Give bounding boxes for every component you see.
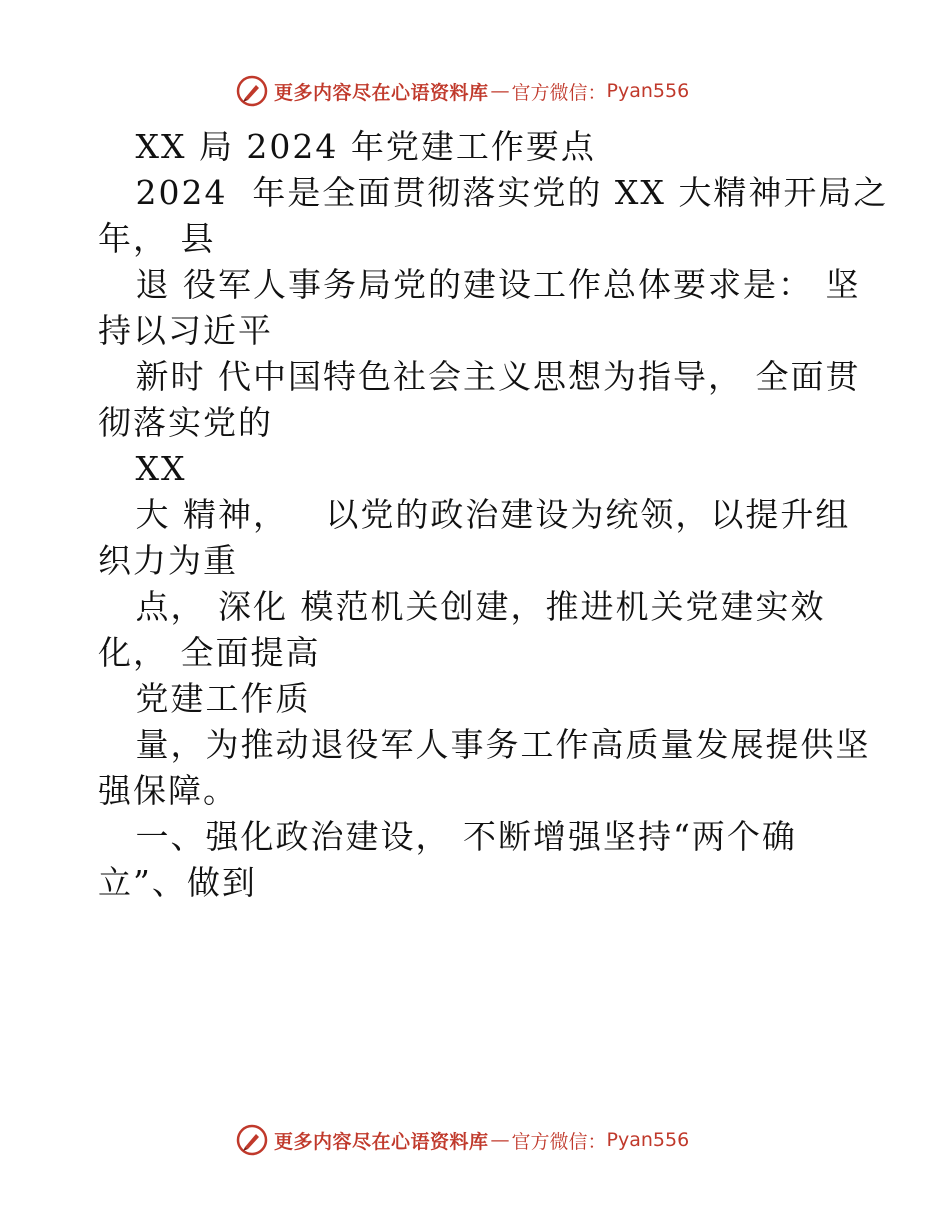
paragraph-line: 点， 深化 模范机关创建，推进机关党建实效: [98, 587, 826, 626]
paragraph-line: 持以习近平: [98, 311, 273, 350]
paragraph-line: 化， 全面提高: [98, 633, 321, 672]
paragraph-line: 量，为推动退役军人事务工作高质量发展提供坚: [98, 725, 871, 764]
watermark-wechat-id: Pyan556: [606, 80, 690, 102]
watermark-text: 更多内容尽在心语资料库: [274, 1130, 489, 1153]
pen-logo-icon: [236, 75, 268, 107]
watermark-wechat-label: 官方微信：: [511, 1130, 607, 1153]
footer-watermark: [236, 1123, 689, 1157]
watermark-separator: —: [490, 1129, 510, 1151]
paragraph-line: 强保障。: [98, 771, 238, 810]
paragraph-line: 新时 代中国特色社会主义思想为指导， 全面贯: [98, 357, 861, 396]
watermark-wechat-label: 官方微信：: [511, 81, 607, 104]
header-watermark: [236, 74, 689, 108]
paragraph-line: XX: [98, 449, 187, 488]
paragraph-line: 织力为重: [98, 541, 238, 580]
document-title: XX 局 2024 年党建工作要点: [98, 127, 596, 166]
paragraph-line: 立”、做到: [98, 863, 257, 902]
section-heading-line: 一、强化政治建设， 不断增强坚持“两个确: [98, 817, 797, 856]
pen-logo-icon: [236, 1124, 268, 1156]
document-body: [98, 124, 889, 906]
paragraph-line: 彻落实党的: [98, 403, 273, 442]
watermark-separator: —: [490, 80, 510, 102]
paragraph-line: 党建工作质: [98, 679, 311, 718]
paragraph-line: 2024 年是全面贯彻落实党的 XX 大精神开局之: [98, 173, 889, 212]
paragraph-line: 大 精神， 以党的政治建设为统领，以提升组: [98, 495, 851, 534]
watermark-text: 更多内容尽在心语资料库: [274, 81, 489, 104]
paragraph-line: 年， 县: [98, 219, 216, 258]
watermark-wechat-id: Pyan556: [606, 1129, 690, 1151]
paragraph-line: 退 役军人事务局党的建设工作总体要求是： 坚: [98, 265, 861, 304]
